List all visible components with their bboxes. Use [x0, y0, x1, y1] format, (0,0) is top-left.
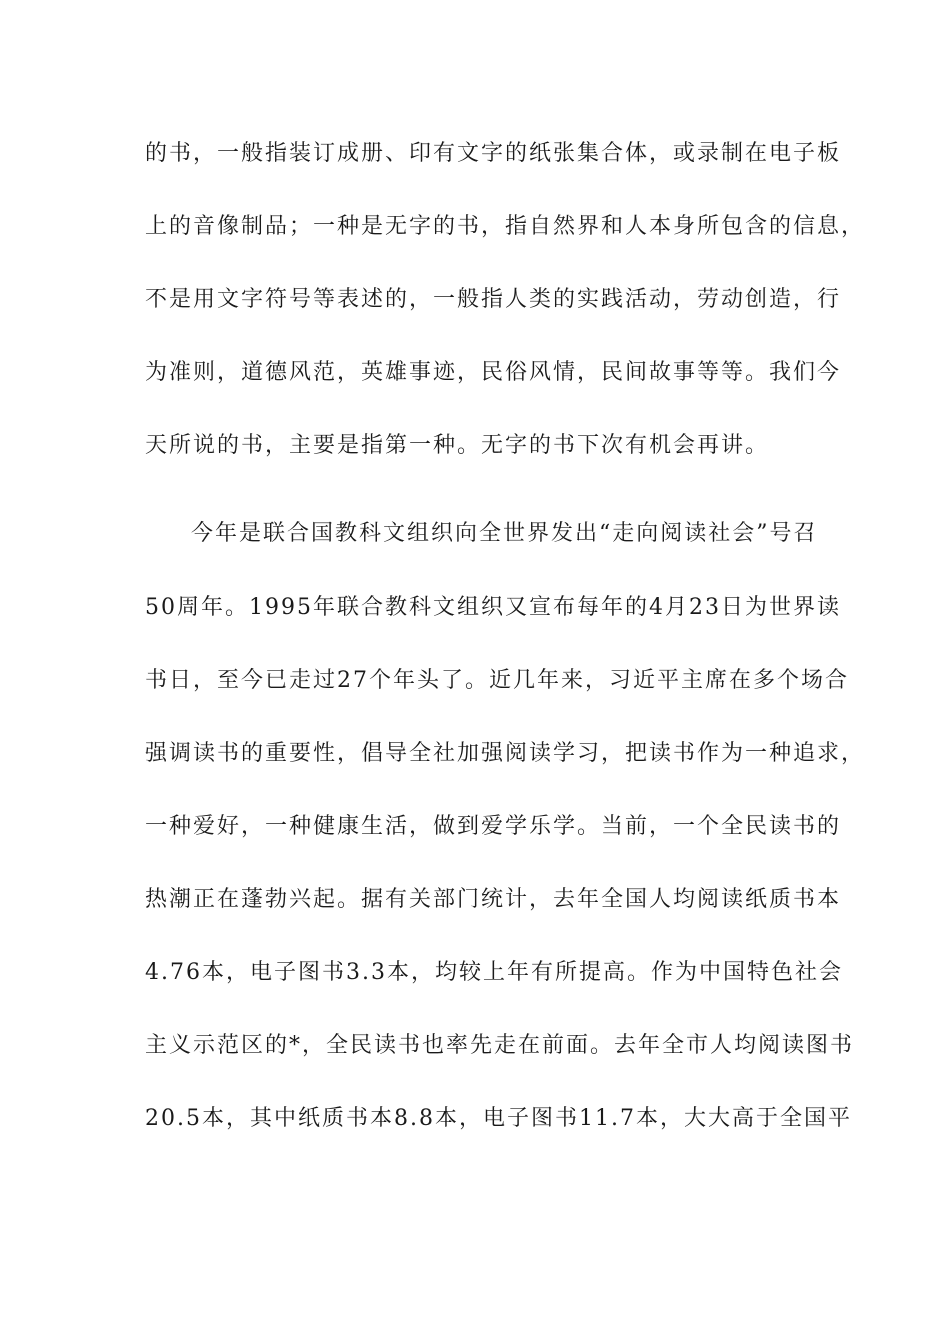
text-line: 主义示范区的*，全民读书也率先走在前面。去年全市人均阅读图书 — [145, 1033, 855, 1058]
text-line: 强调读书的重要性，倡导全社加强阅读学习，把读书作为一种追求， — [145, 741, 866, 766]
text-line: 书日，至今已走过27个年头了。近几年来，习近平主席在多个场合 — [145, 668, 849, 693]
text-line: 50周年。1995年联合教科文组织又宣布每年的4月23日为世界读 — [145, 595, 841, 620]
text-line: 今年是联合国教科文组织向全世界发出“走向阅读社会”号召 — [191, 521, 818, 546]
text-line: 4.76本，电子图书3.3本，均较上年有所提高。作为中国特色社会 — [145, 960, 843, 985]
text-line: 为准则，道德风范，英雄事迹，民俗风情，民间故事等等。我们今 — [145, 360, 842, 385]
text-line: 天所说的书，主要是指第一种。无字的书下次有机会再讲。 — [145, 433, 770, 458]
text-line: 的书，一般指装订成册、印有文字的纸张集合体，或录制在电子板 — [145, 141, 842, 166]
text-line: 热潮正在蓬勃兴起。据有关部门统计，去年全国人均阅读纸质书本 — [145, 887, 842, 912]
text-line: 一种爱好，一种健康生活，做到爱学乐学。当前，一个全民读书的 — [145, 814, 842, 839]
text-line: 上的音像制品；一种是无字的书，指自然界和人本身所包含的信息， — [145, 214, 866, 239]
text-line: 不是用文字符号等表述的，一般指人类的实践活动，劳动创造，行 — [145, 287, 842, 312]
text-line: 20.5本，其中纸质书本8.8本，电子图书11.7本，大大高于全国平 — [145, 1106, 852, 1131]
